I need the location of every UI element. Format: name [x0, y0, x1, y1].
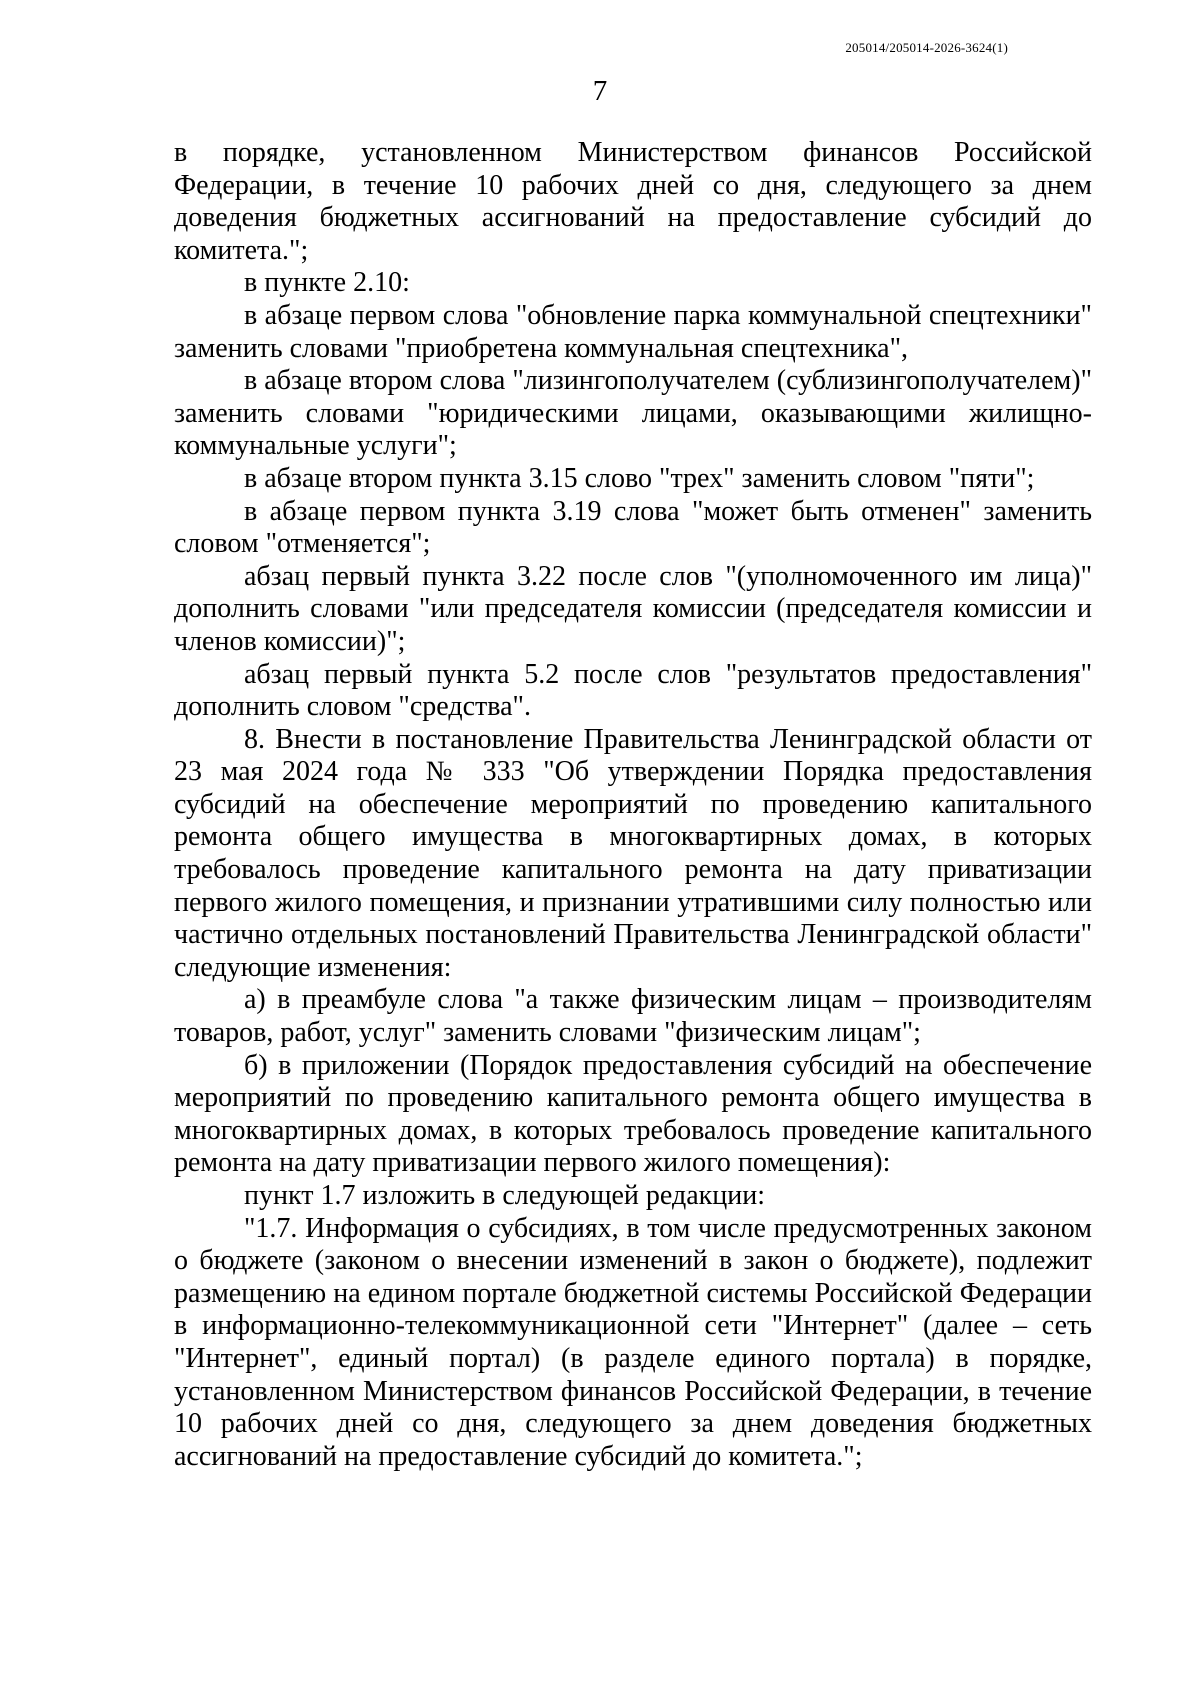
document-body — [174, 137, 1092, 1473]
paragraph: а) в преамбуле слова "а также физическим лицам – производителям товаров, работ, услуг" заменить словами "физическим лицам"; — [174, 984, 1092, 1049]
paragraph: в абзаце втором пункта 3.15 слово "трех" заменить словом "пяти"; — [244, 462, 1035, 494]
page-number: 7 — [592, 75, 608, 107]
paragraph: абзац первый пункта 3.22 после слов "(уполномоченного им лица)" дополнить словами "или председателя комиссии (председателя комиссии и членов комиссии)"; — [174, 560, 1092, 657]
paragraph: в абзаце первом пункта 3.19 слова "может быть отменен" заменить словом "отменяется"; — [174, 495, 1092, 560]
paragraph: пункт 1.7 изложить в следующей редакции: — [244, 1180, 765, 1211]
document-id: 205014/205014-2026-3624(1) — [845, 40, 1008, 55]
paragraph: б) в приложении (Порядок предоставления субсидий на обеспечение мероприятий по проведению капитального ремонта общего имущества в многоквартирных домах, в которых требовалось проведение капитального ремонта на дату приватизации первого жилого помещения): — [174, 1049, 1092, 1179]
paragraph: "1.7. Информация о субсидиях, в том числе предусмотренных законом о бюджете (законом о внесении изменений в закон о бюджете), подлежит размещению на едином портале бюджетной системы Российской Федерации в информационно-телекоммуникационной сети "Интернет" (далее – сеть "Интернет", единый портал) (в разделе единого портала) в порядке, установленном Министерством финансов Российской Федерации, в течение 10 рабочих дней со дня, следующего за днем доведения бюджетных ассигнований на предоставление субсидий до комитета."; — [174, 1212, 1092, 1472]
paragraph: в пункте 2.10: — [244, 267, 410, 299]
paragraph: в абзаце втором слова "лизингополучателем (сублизингополучателем)" заменить словами "юридическими лицами, оказывающими жилищно-коммунальные услуги"; — [174, 365, 1092, 462]
paragraph: абзац первый пункта 5.2 после слов "результатов предоставления" дополнить словом "средства". — [174, 658, 1092, 723]
paragraph: в порядке, установленном Министерством финансов Российской Федерации, в течение 10 рабочих дней со дня, следующего за днем доведения бюджетных ассигнований на предоставление субсидий до комитета."; — [174, 137, 1092, 266]
paragraph: 8. Внести в постановление Правительства Ленинградской области от 23 мая 2024 года № 333 "Об утверждении Порядка предоставления субсидий на обеспечение мероприятий по проведению капитального ремонта общего имущества в многоквартирных домах, в которых требовалось проведение капитального ремонта на дату приватизации первого жилого помещения, и признании утратившими силу полностью или частично отдельных постановлений Правительства Ленинградской области" следующие изменения: — [174, 723, 1092, 983]
paragraph: в абзаце первом слова "обновление парка коммунальной спецтехники" заменить словами "приобретена коммунальная спецтехника", — [174, 299, 1092, 364]
